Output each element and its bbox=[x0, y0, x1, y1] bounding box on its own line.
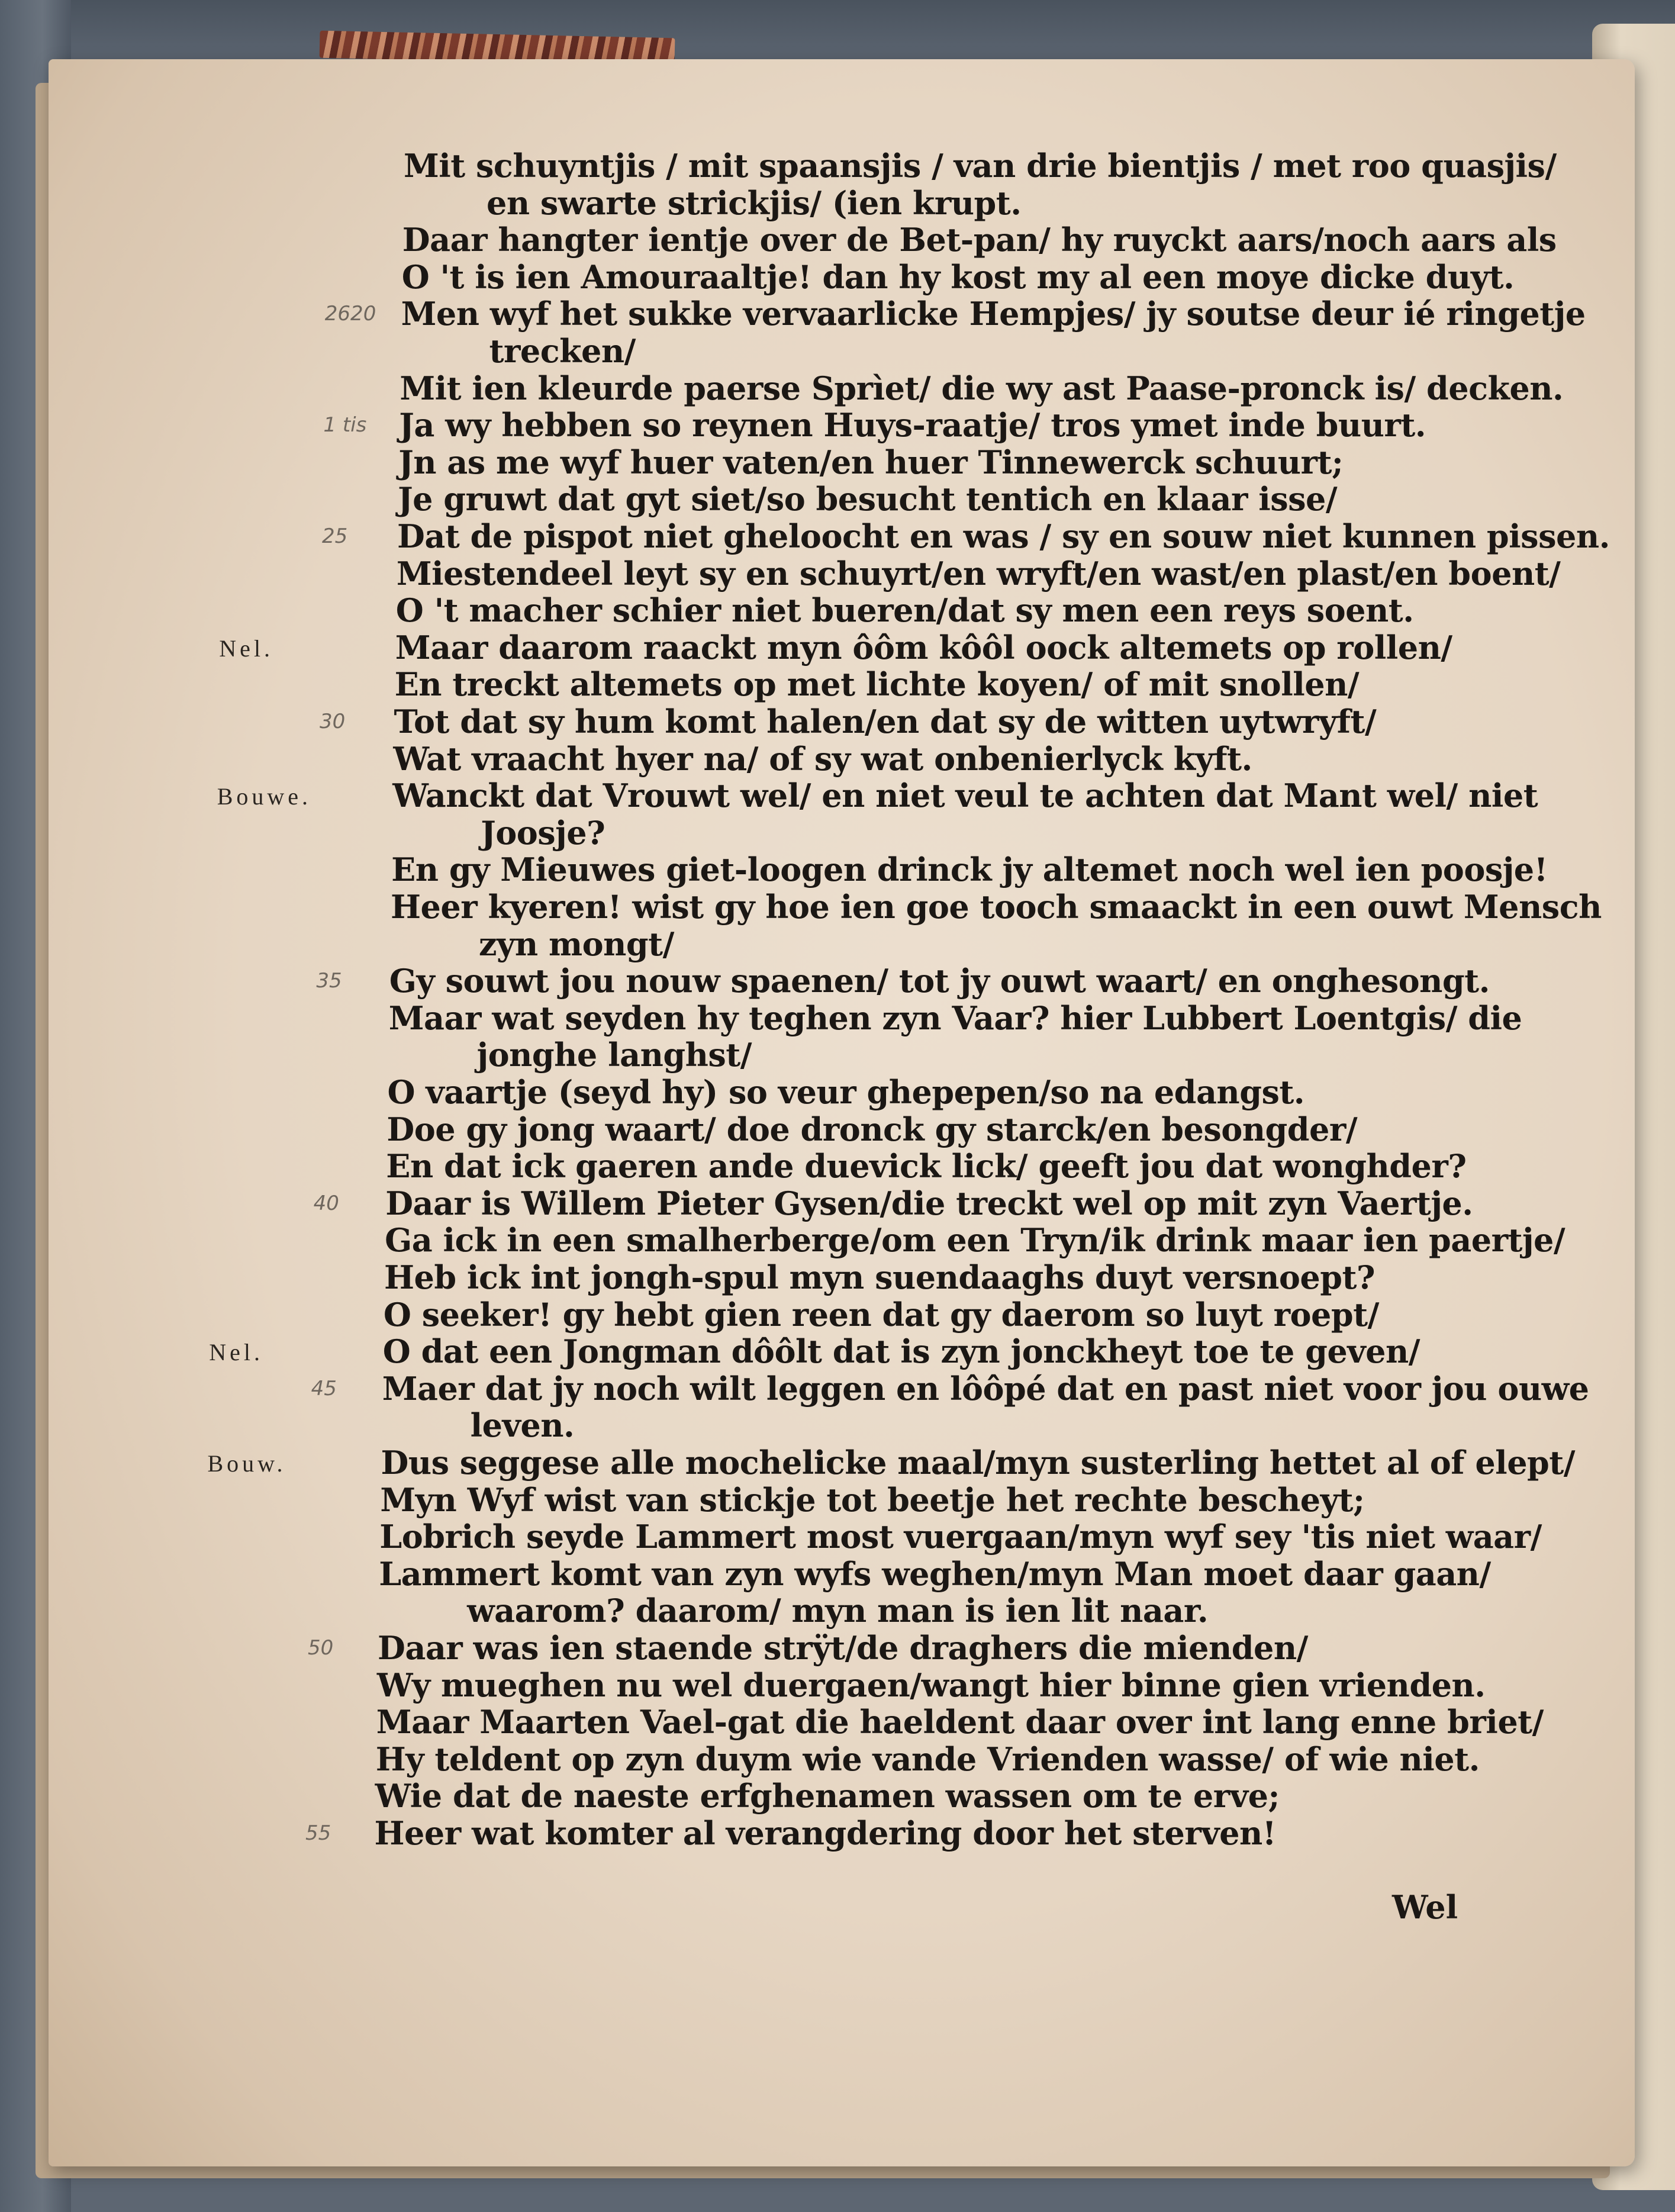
margin-line-number: 40 bbox=[313, 1191, 339, 1215]
verse-line: Maar daarom raackt myn ôôm kôôl oock altemets op rollen/ bbox=[395, 628, 1452, 667]
margin-line-number: 55 bbox=[305, 1821, 331, 1845]
verse-line: O 't macher schier niet bueren/dat sy men een reys soent. bbox=[395, 591, 1414, 630]
verse-line: Maer dat jy noch wilt leggen en lôôpé dat en past niet voor jou ouwe bbox=[382, 1369, 1589, 1408]
verse-line: Wanckt dat Vrouwt wel/ en niet veul te achten dat Mant wel/ niet bbox=[392, 777, 1538, 815]
speaker-name: Nel. bbox=[219, 635, 274, 662]
speaker-name: Bouwe. bbox=[217, 783, 312, 810]
verse-line: Dat de pispot niet gheloocht en was / sy en souw niet kunnen pissen. bbox=[397, 517, 1610, 555]
verse-line: Joosje? bbox=[481, 813, 605, 852]
verse-line: Hy teldent op zyn duym wie vande Vrienden wasse/ of wie niet. bbox=[375, 1740, 1480, 1778]
verse-line: Dus seggese alle mochelicke maal/myn susterling hettet al of elept/ bbox=[381, 1444, 1575, 1482]
verse-line: Tot dat sy hum komt halen/en dat sy de witten uytwryft/ bbox=[394, 703, 1377, 740]
verse-line: waarom? daarom/ myn man is ien lit naar. bbox=[467, 1592, 1209, 1630]
speaker-name: Bouw. bbox=[207, 1450, 286, 1477]
verse-line: Doe gy jong waart/ doe dronck gy starck/en besongder/ bbox=[386, 1110, 1358, 1148]
verse-line: Mit schuyntjis / mit spaansjis / van drie bientjis / met roo quasjis/ bbox=[404, 147, 1557, 185]
verse-line: Wat vraacht hyer na/ of sy wat onbenierlyck kyft. bbox=[393, 739, 1252, 778]
speaker-name: Nel. bbox=[209, 1339, 263, 1366]
verse-line: O seeker! gy hebt gien reen dat gy daerom so luyt roept/ bbox=[383, 1295, 1379, 1334]
verse-line: Mit ien kleurde paerse Sprìet/ die wy ast Paase-pronck is/ decken. bbox=[400, 369, 1564, 407]
verse-line: Heer kyeren! wist gy hoe ien goe tooch smaackt in een ouwt Mensch bbox=[391, 888, 1602, 926]
verse-line: Miestendeel leyt sy en schuyrt/en wryft/en wast/en plast/en boent/ bbox=[396, 554, 1561, 593]
margin-line-number: 25 bbox=[322, 524, 348, 548]
verse-line: Ga ick in een smalherberge/om een Tryn/ik drink maar ien paertje/ bbox=[385, 1221, 1566, 1260]
catchword: Wel bbox=[1392, 1888, 1458, 1926]
margin-line-number: 35 bbox=[316, 969, 342, 993]
margin-line-number: 30 bbox=[320, 710, 346, 733]
verse-line: Heb ick int jongh-spul myn suendaaghs duyt versnoept? bbox=[384, 1258, 1376, 1296]
verse-line: Myn Wyf wist van stickje tot beetje het rechte bescheyt; bbox=[380, 1480, 1365, 1519]
verse-line: Wy mueghen nu wel duergaen/wangt hier binne gien vrienden. bbox=[376, 1666, 1486, 1704]
verse-line: Ja wy hebben so reynen Huys-raatje/ tros ymet inde buurt. bbox=[399, 406, 1426, 445]
verse-line: Jn as me wyf huer vaten/en huer Tinnewerck schuurt; bbox=[398, 443, 1344, 481]
margin-line-number: 2620 bbox=[324, 302, 376, 326]
verse-line: O vaartje (seyd hy) so veur ghepepen/so na edangst. bbox=[387, 1073, 1305, 1111]
verse-line: En dat ick gaeren ande duevick lick/ geeft jou dat wonghder? bbox=[386, 1147, 1467, 1186]
verse-line: Je gruwt dat gyt siet/so besucht tentich en klaar isse/ bbox=[398, 480, 1338, 519]
verse-line: Heer wat komter al verangdering door het sterven! bbox=[374, 1814, 1276, 1852]
verse-line: Daar is Willem Pieter Gysen/die treckt wel op mit zyn Vaertje. bbox=[385, 1184, 1473, 1222]
book-page bbox=[49, 59, 1635, 2166]
verse-line: en swarte strickjis/ (ien krupt. bbox=[487, 183, 1022, 222]
verse-line: En gy Mieuwes giet-loogen drinck jy altemet noch wel ien poosje! bbox=[391, 851, 1548, 889]
verse-line: jonghe langhst/ bbox=[476, 1036, 752, 1074]
verse-line: Daar was ien staende strÿt/de draghers die mienden/ bbox=[378, 1629, 1308, 1667]
margin-line-number: 1 tis bbox=[323, 413, 367, 437]
verse-line: Lammert komt van zyn wyfs weghen/myn Man moet daar gaan/ bbox=[379, 1554, 1491, 1593]
verse-line: Men wyf het sukke vervaarlicke Hempjes/ jy soutse deur ié ringetje bbox=[401, 295, 1586, 333]
verse-text-block bbox=[49, 59, 1635, 2166]
verse-line: trecken/ bbox=[489, 332, 636, 370]
margin-line-number: 45 bbox=[311, 1376, 337, 1400]
verse-line: leven. bbox=[470, 1406, 575, 1445]
verse-line: O 't is ien Amouraaltje! dan hy kost my al een moye dicke duyt. bbox=[401, 257, 1515, 296]
verse-line: O dat een Jongman dôôlt dat is zyn jonckheyt toe te geven/ bbox=[382, 1332, 1420, 1371]
verse-line: Maar wat seyden hy teghen zyn Vaar? hier Lubbert Loentgis/ die bbox=[388, 999, 1522, 1037]
verse-line: Daar hangter ientje over de Bet-pan/ hy ruyckt aars/noch aars als bbox=[402, 221, 1557, 259]
verse-line: Gy souwt jou nouw spaenen/ tot jy ouwt waart/ en onghesongt. bbox=[389, 962, 1490, 1000]
verse-line: En treckt altemets op met lichte koyen/ of mit snollen/ bbox=[394, 665, 1360, 704]
verse-line: Lobrich seyde Lammert most vuergaan/myn wyf sey 'tis niet waar/ bbox=[379, 1518, 1542, 1556]
margin-line-number: 50 bbox=[308, 1636, 334, 1660]
verse-line: Wie dat de naeste erfghenamen wassen om te erve; bbox=[375, 1777, 1280, 1815]
background-cloth-top bbox=[0, 0, 1675, 65]
verse-line: zyn mongt/ bbox=[478, 925, 674, 963]
verse-line: Maar Maarten Vael-gat die haeldent daar over int lang enne briet/ bbox=[376, 1703, 1544, 1741]
